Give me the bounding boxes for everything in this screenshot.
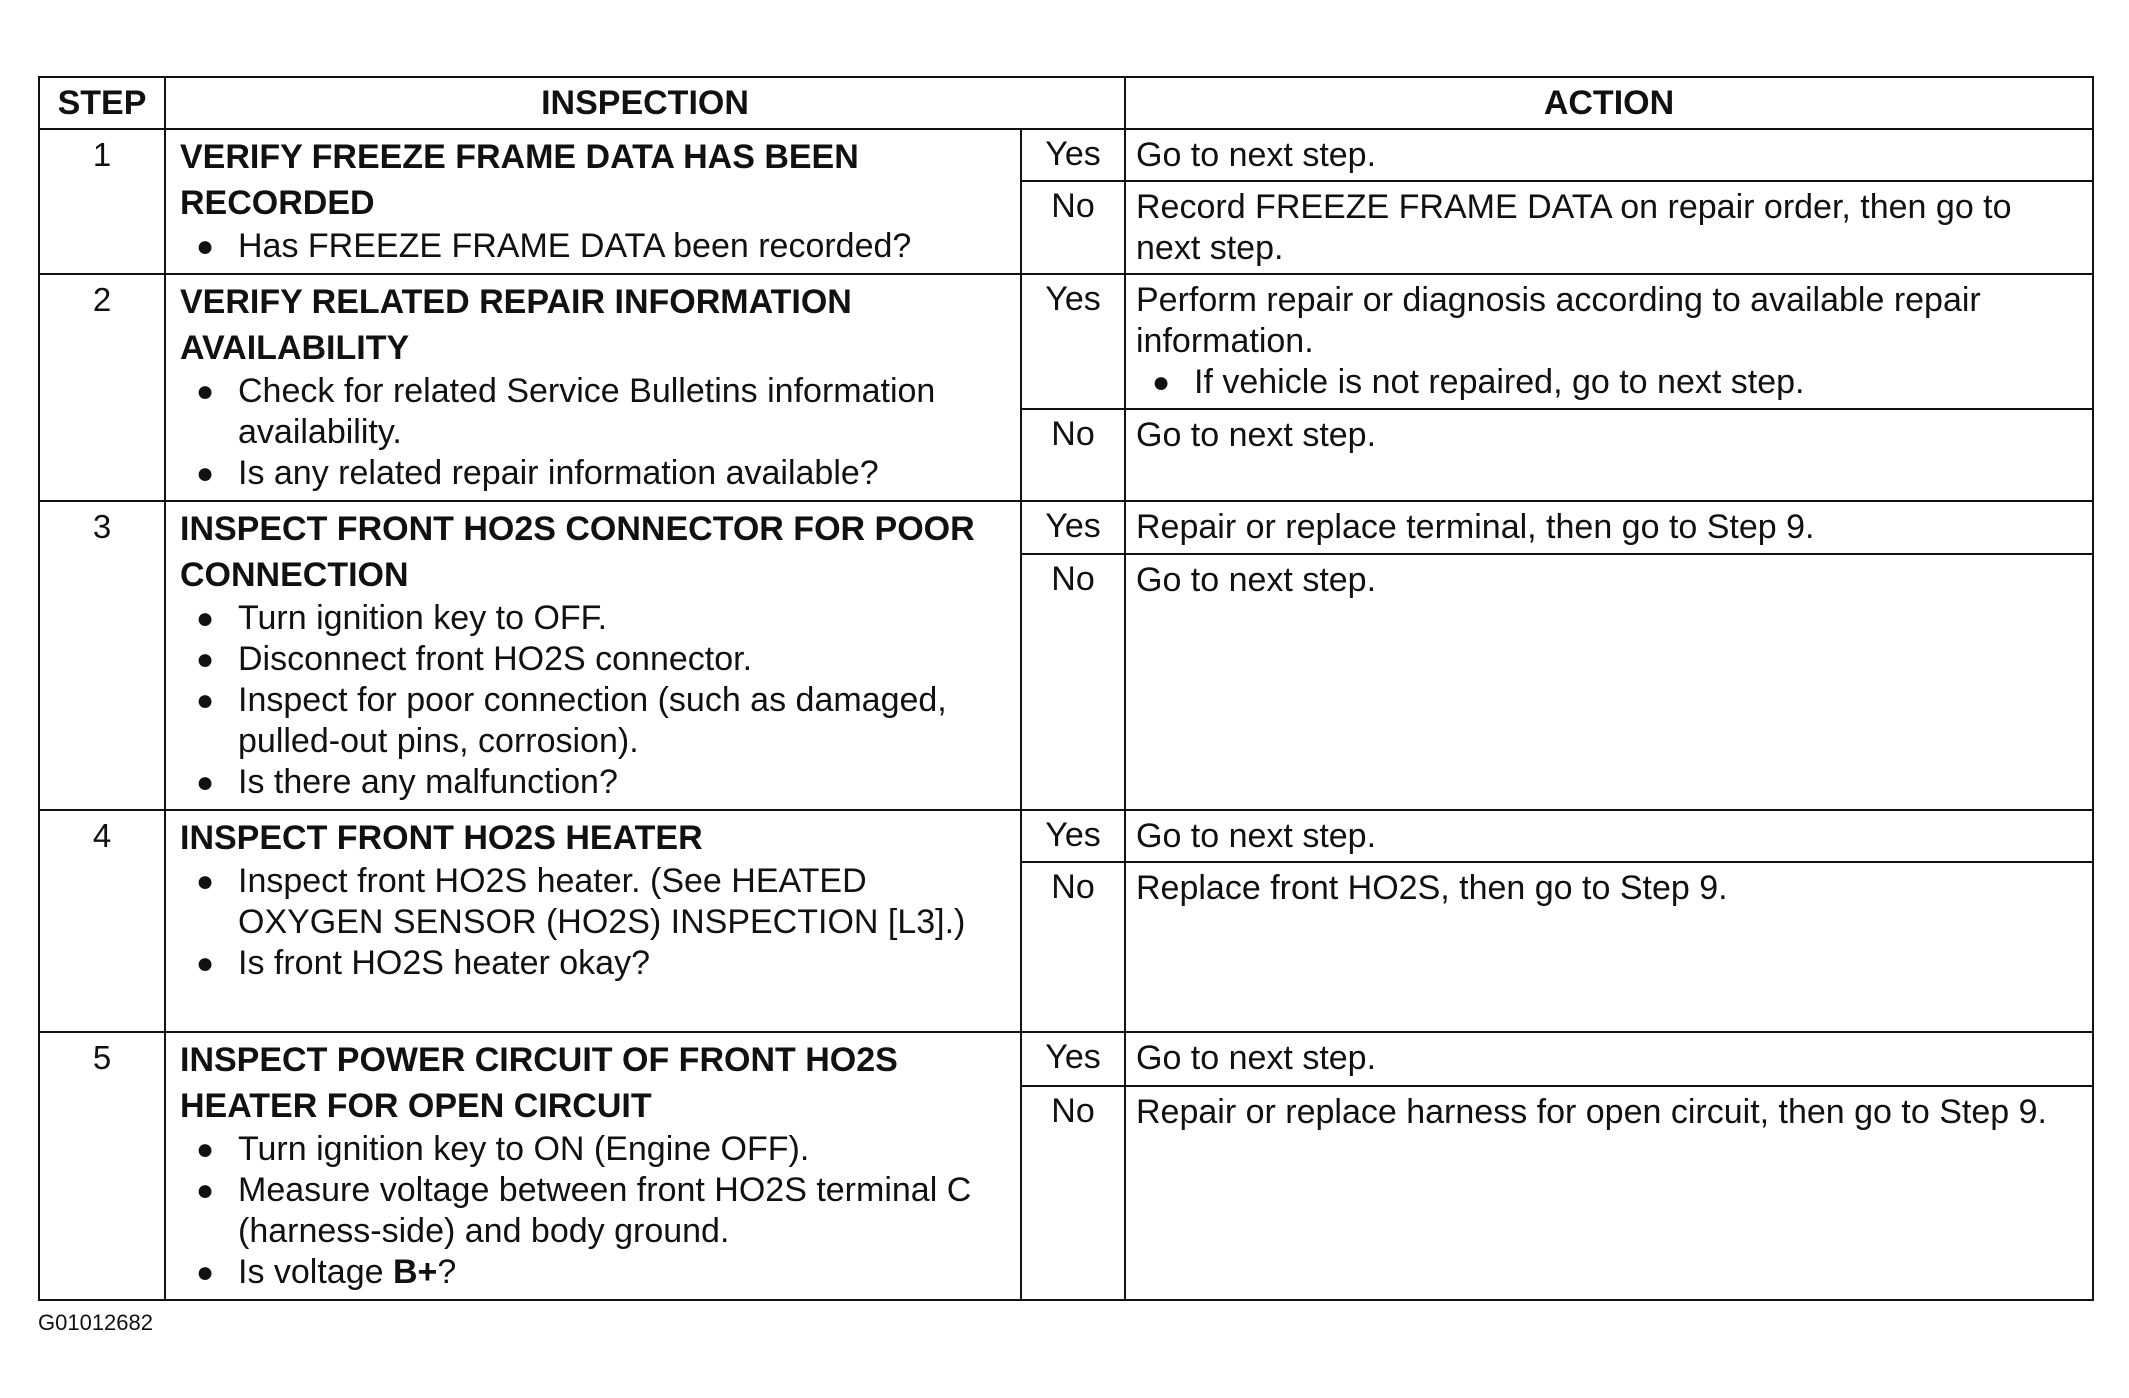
yes-action: Go to next step.	[1125, 1032, 2093, 1086]
check-item: ● Is any related repair information available?	[196, 454, 879, 492]
no-label: No	[1021, 1086, 1125, 1300]
step-row-3	[39, 501, 2093, 554]
bullet-icon: ●	[196, 947, 215, 980]
inspection-title: VERIFY RELATED REPAIR INFORMATION AVAILABILITY	[180, 283, 852, 367]
bullet-icon: ●	[196, 375, 215, 408]
header-inspection: INSPECTION	[165, 77, 1125, 129]
no-label: No	[1021, 181, 1125, 274]
yes-label: Yes	[1021, 274, 1125, 409]
check-list	[180, 226, 1010, 267]
no-action: Repair or replace harness for open circuit, then go to Step 9.	[1125, 1086, 2093, 1300]
check-list	[180, 371, 1010, 494]
bullet-icon: ●	[196, 602, 215, 635]
yes-action: Go to next step.	[1125, 129, 2093, 181]
bullet-icon: ●	[196, 230, 215, 263]
step-row-5	[39, 1032, 2093, 1086]
yes-action: Go to next step.	[1125, 810, 2093, 862]
no-label: No	[1021, 554, 1125, 811]
yes-label: Yes	[1021, 810, 1125, 862]
header-step: STEP	[39, 77, 165, 129]
step-row-4	[39, 810, 2093, 862]
no-action: Record FREEZE FRAME DATA on repair order, then go to next step.	[1125, 181, 2093, 274]
no-action: Go to next step.	[1125, 554, 2093, 811]
no-action: Go to next step.	[1125, 409, 2093, 501]
bullet-icon: ●	[196, 457, 215, 490]
inspection-cell	[165, 501, 1021, 810]
procedure-table	[38, 76, 2094, 1301]
action-note: ● If vehicle is not repaired, go to next step.	[1152, 363, 1805, 401]
check-item: ● Disconnect front HO2S connector.	[196, 640, 753, 678]
step-row-2	[39, 274, 2093, 409]
inspection-cell	[165, 810, 1021, 1032]
check-item: ● Inspect for poor connection (such as damaged, pulled-out pins, corrosion).	[196, 681, 947, 760]
step-row-1	[39, 129, 2093, 181]
step-number: 5	[39, 1032, 165, 1300]
check-item: ● Turn ignition key to OFF.	[196, 599, 608, 637]
inspection-title: INSPECT FRONT HO2S CONNECTOR FOR POOR CONNECTION	[180, 510, 975, 594]
bullet-icon: ●	[196, 1133, 215, 1166]
inspection-cell	[165, 1032, 1021, 1300]
check-list	[180, 598, 1010, 803]
bullet-icon: ●	[196, 1256, 215, 1289]
step-number: 3	[39, 501, 165, 810]
yes-action: Repair or replace terminal, then go to Step 9.	[1125, 501, 2093, 554]
step-number: 4	[39, 810, 165, 1032]
bullet-icon: ●	[1152, 366, 1171, 399]
header-action: ACTION	[1125, 77, 2093, 129]
check-item: ● Is there any malfunction?	[196, 763, 618, 801]
check-item: ● Is front HO2S heater okay?	[196, 944, 650, 982]
bullet-icon: ●	[196, 766, 215, 799]
inspection-cell	[165, 274, 1021, 501]
bullet-icon: ●	[196, 1174, 215, 1207]
bullet-icon: ●	[196, 684, 215, 717]
check-list	[180, 861, 1010, 984]
check-item: ● Check for related Service Bulletins information availability.	[196, 372, 936, 451]
yes-label: Yes	[1021, 1032, 1125, 1086]
yes-action	[1125, 274, 2093, 409]
figure-id: G01012682	[38, 1310, 153, 1335]
yes-label: Yes	[1021, 129, 1125, 181]
step-number: 1	[39, 129, 165, 274]
yes-label: Yes	[1021, 501, 1125, 554]
check-item: ● Is voltage B+?	[196, 1253, 457, 1291]
inspection-cell	[165, 129, 1021, 274]
check-item: ● Measure voltage between front HO2S terminal C (harness-side) and body ground.	[196, 1171, 972, 1250]
check-item: ● Has FREEZE FRAME DATA been recorded?	[196, 227, 912, 265]
check-item: ● Turn ignition key to ON (Engine OFF).	[196, 1130, 810, 1168]
bullet-icon: ●	[196, 643, 215, 676]
no-label: No	[1021, 409, 1125, 501]
inspection-title: VERIFY FREEZE FRAME DATA HAS BEEN RECORDED	[180, 138, 859, 222]
bullet-icon: ●	[196, 865, 215, 898]
action-text: Perform repair or diagnosis according to available repair information.	[1136, 281, 1981, 360]
voltage-value: B+	[392, 1253, 438, 1291]
inspection-title: INSPECT FRONT HO2S HEATER	[180, 819, 703, 857]
no-action: Replace front HO2S, then go to Step 9.	[1125, 862, 2093, 1032]
header-row	[39, 77, 2093, 129]
check-item: ● Inspect front HO2S heater. (See HEATED OXYGEN SENSOR (HO2S) INSPECTION [L3].)	[196, 862, 966, 941]
no-label: No	[1021, 862, 1125, 1032]
inspection-title: INSPECT POWER CIRCUIT OF FRONT HO2S HEATER FOR OPEN CIRCUIT	[180, 1041, 898, 1125]
check-list	[180, 1129, 1010, 1293]
step-number: 2	[39, 274, 165, 501]
